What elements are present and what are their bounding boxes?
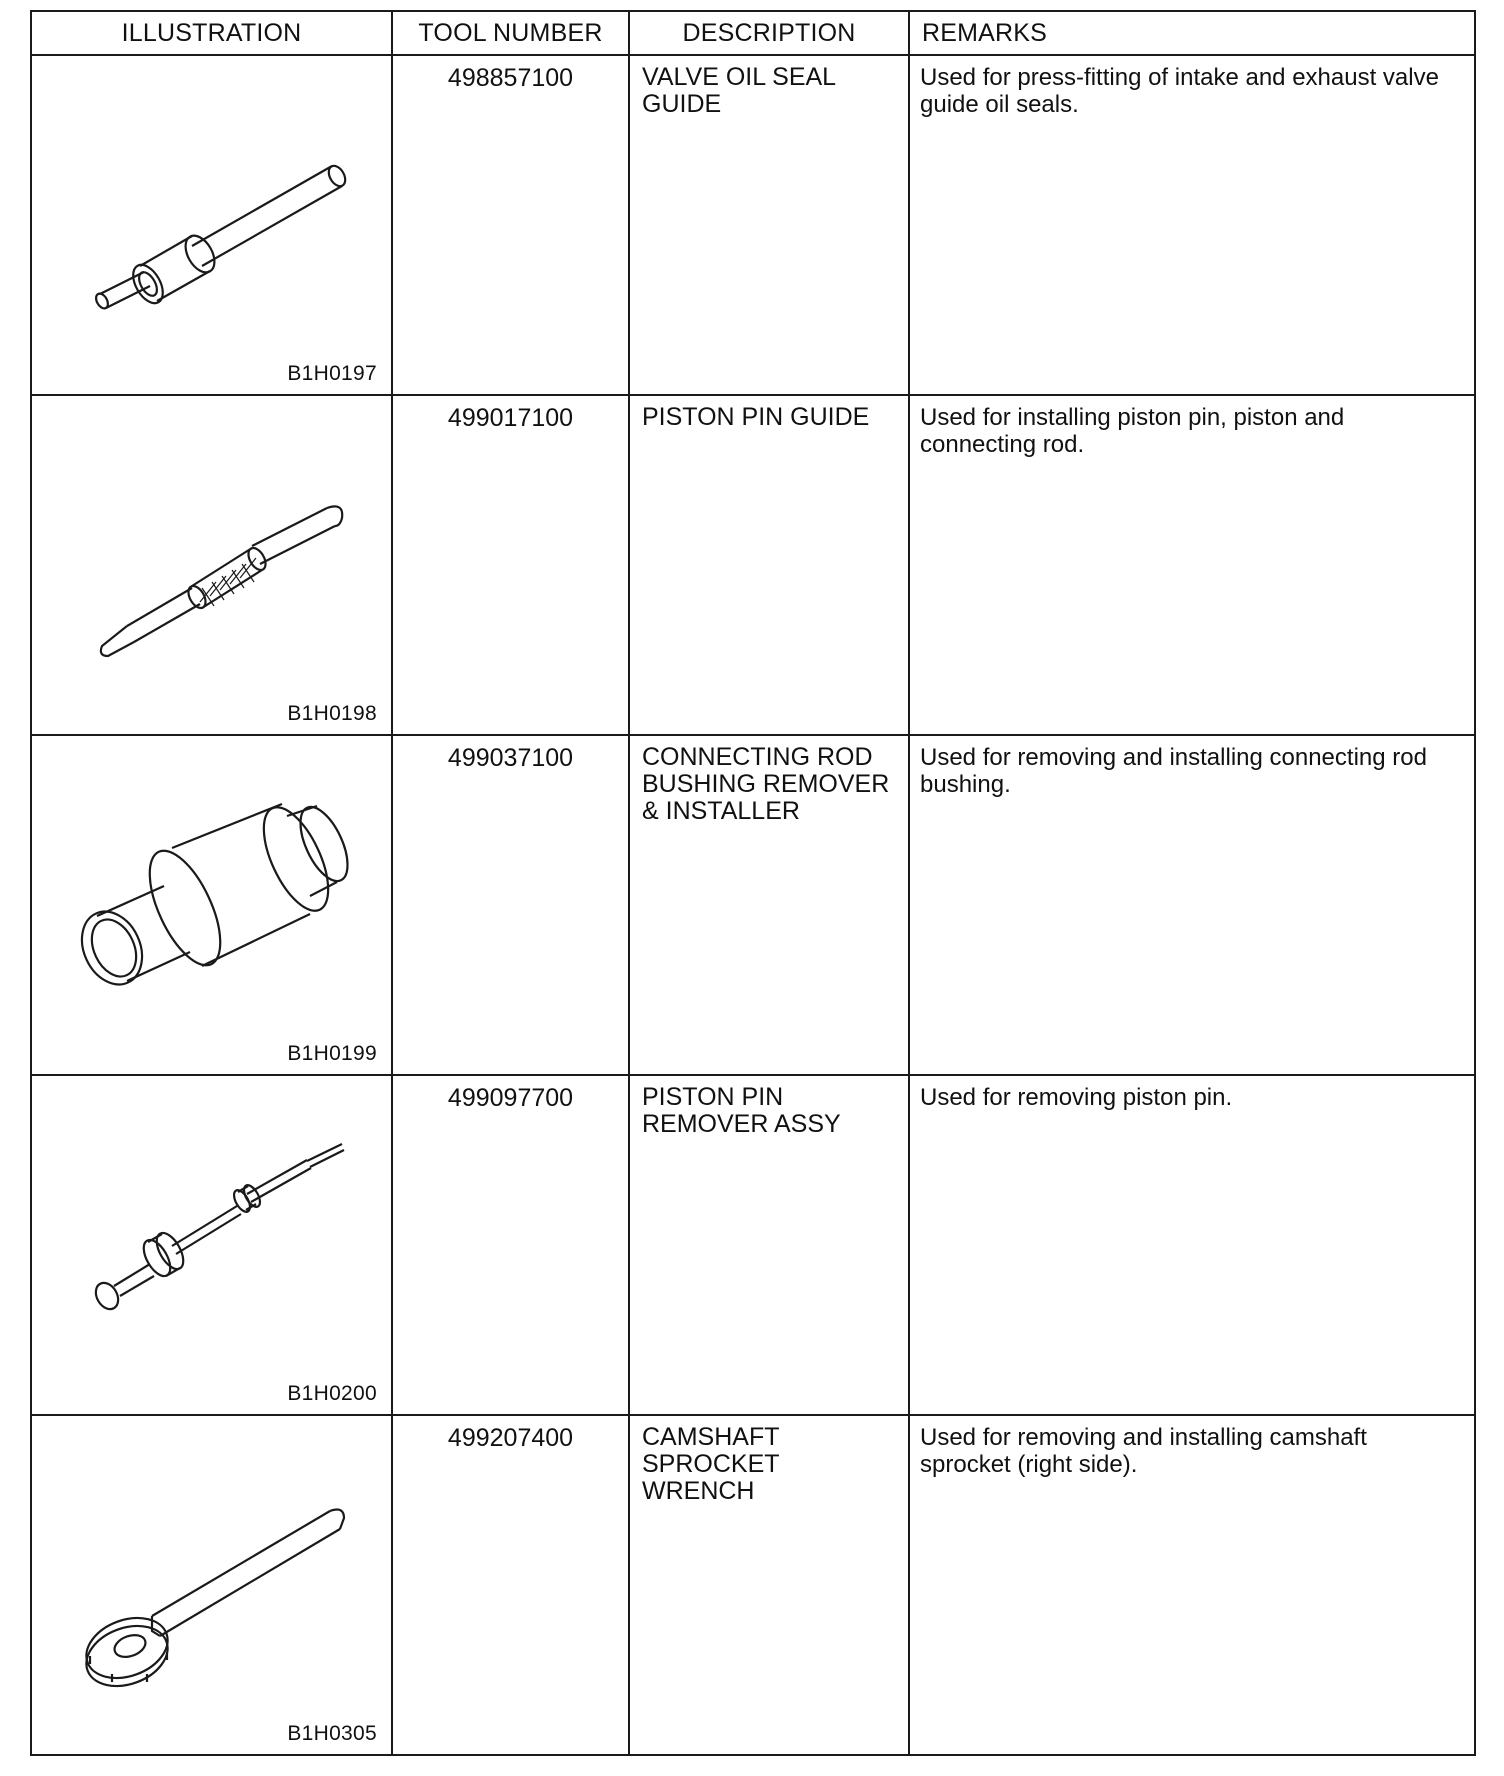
table-row — [31, 1415, 1475, 1755]
description-cell: CAMSHAFT SPROCKET WRENCH — [629, 1415, 909, 1755]
description-cell: PISTON PIN GUIDE — [629, 395, 909, 735]
remarks-cell: Used for removing and installing connecting rod bushing. — [909, 735, 1475, 1075]
header-description: DESCRIPTION — [629, 11, 909, 55]
valve-oil-seal-guide-icon — [52, 96, 372, 346]
remarks-cell: Used for installing piston pin, piston and connecting rod. — [909, 395, 1475, 735]
illustration-code: B1H0200 — [287, 1382, 377, 1405]
illustration-cell — [31, 395, 392, 735]
table-row — [31, 55, 1475, 395]
table-row — [31, 735, 1475, 1075]
special-tools-table — [30, 10, 1476, 1756]
tool-number-cell: 499017100 — [392, 395, 629, 735]
table-row — [31, 1075, 1475, 1415]
illustration-code: B1H0198 — [287, 702, 377, 725]
table-header-row — [31, 11, 1475, 55]
remarks-cell: Used for press-fitting of intake and exhaust valve guide oil seals. — [909, 55, 1475, 395]
illustration-cell — [31, 1075, 392, 1415]
camshaft-sprocket-wrench-icon — [52, 1456, 372, 1706]
tool-number-cell: 499037100 — [392, 735, 629, 1075]
tool-number-cell: 499097700 — [392, 1075, 629, 1415]
remarks-cell: Used for removing and installing camshaft sprocket (right side). — [909, 1415, 1475, 1755]
description-cell: CONNECTING ROD BUSHING REMOVER & INSTALLER — [629, 735, 909, 1075]
illustration-code: B1H0305 — [287, 1722, 377, 1745]
bushing-remover-installer-icon — [52, 776, 372, 1026]
tool-number-cell: 498857100 — [392, 55, 629, 395]
illustration-code: B1H0199 — [287, 1042, 377, 1065]
piston-pin-remover-icon — [52, 1116, 372, 1366]
description-cell: VALVE OIL SEAL GUIDE — [629, 55, 909, 395]
illustration-code: B1H0197 — [287, 362, 377, 385]
tool-number-cell: 499207400 — [392, 1415, 629, 1755]
illustration-cell — [31, 55, 392, 395]
illustration-cell — [31, 735, 392, 1075]
header-illustration: ILLUSTRATION — [31, 11, 392, 55]
description-cell: PISTON PIN REMOVER ASSY — [629, 1075, 909, 1415]
piston-pin-guide-icon — [52, 436, 372, 686]
table-row — [31, 395, 1475, 735]
header-remarks: REMARKS — [909, 11, 1475, 55]
illustration-cell — [31, 1415, 392, 1755]
remarks-cell: Used for removing piston pin. — [909, 1075, 1475, 1415]
header-tool-number: TOOL NUMBER — [392, 11, 629, 55]
